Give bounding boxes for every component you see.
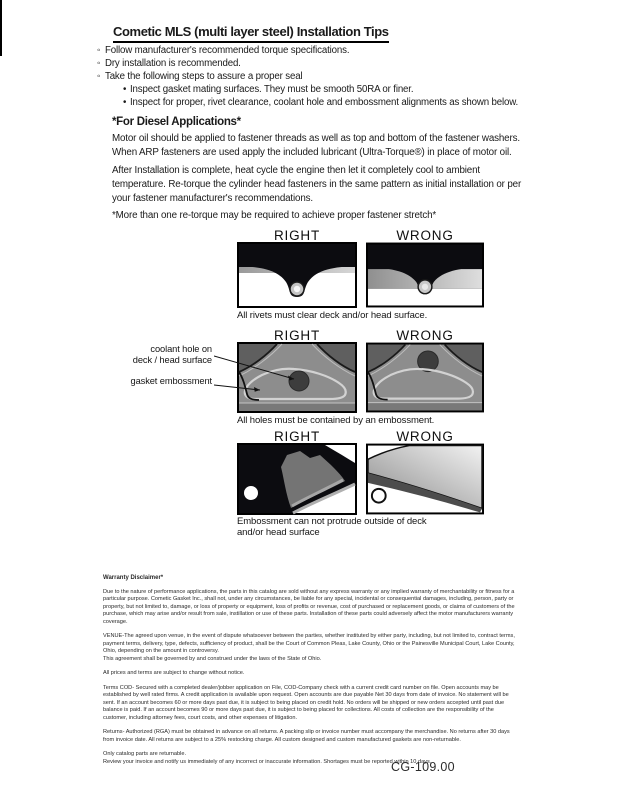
diesel-section-heading: *For Diesel Applications* [112,116,241,128]
embossment-callout-label: gasket embossment [130,376,212,386]
filled-bullet-icon: • [123,84,127,95]
filled-bullet-icon: • [123,97,127,108]
warranty-disclaimer-section [103,575,517,773]
row3-caption: Embossment can not protrude outside of deck and/or head surface [237,516,427,538]
coolant-hole-callout-label: coolant hole on deck / head surface [132,344,212,365]
page-code: CG-109.00 [391,760,455,774]
open-bullet-icon: ◦ [97,71,101,82]
row3-right-label: RIGHT [274,429,320,444]
open-bullet-icon: ◦ [97,45,101,56]
callout-leader-lines [214,346,314,403]
tip-text: Follow manufacturer's recommended torque specifications. [105,45,350,56]
rivet-wrong-diagram [366,242,484,308]
warranty-paragraph: This agreement shall be governed by and construed under the laws of the State of Ohio. [103,655,322,662]
diesel-paragraph-1: Motor oil should be applied to fastener threads as well as top and bottom of the fastener washers. When ARP fasteners are used apply the included lubricant (Ultra-Torque®) in place of motor oil. [112,133,520,158]
list-item [97,83,527,96]
warranty-paragraph: Only catalog parts are returnable. [103,751,187,757]
row1-wrong-label: WRONG [396,228,454,243]
coolant-hole-wrong-diagram [366,342,484,413]
row3-wrong-label: WRONG [396,429,454,444]
warranty-paragraph: Terms COD- Secured with a completed dealer/jobber application on File, COD-Company check with a current credit card number on file. Open accounts may be established by well rated firms. A credit application is available upon request. Open accounts are due payable Net 30 days from date of invoice. No statement will be sent. If an account becomes 60 or more days past due, it is subject to being placed on credit hold. No orders will be shipped or new orders accepted until past due balance is paid. If an account becomes 90 or more days past due, it is subject to being placed for collections. All costs of collection are the responsibility of the customer, including attorney fees, court costs, and other expenses of litigation. [103,684,509,721]
row2-right-label: RIGHT [274,328,320,343]
protrusion-wrong-diagram [366,443,484,515]
warranty-heading: Warranty Disclaimer* [103,575,164,581]
tip-text: Inspect gasket mating surfaces. They must be smooth 50RA or finer. [130,84,414,95]
protrusion-right-diagram [237,443,357,515]
warranty-paragraph: VENUE-The agreed upon venue, in the event of dispute whatsoever between the parties, whether instituted by either party, including, but not limited to, contract terms, payment terms, delivery, type, defects, sufficiency of product, shall be the Court of Common Pleas, Lake County, Ohio or the Painesville Municipal Court, Lake County, Ohio, depending on the amount in controversy. [103,633,515,654]
diesel-paragraph-2: After Installation is complete, heat cycle the engine then let it completely cool to ambient temperature. Re-torque the cylinder head fasteners in the same pattern as initial installation or per your fastener manufacturer's recommendations. [112,165,522,204]
tip-text: Take the following steps to assure a proper seal [105,71,303,82]
open-bullet-icon: ◦ [97,58,101,69]
tip-text: Dry installation is recommended. [105,58,241,69]
installation-tips-list [97,44,527,109]
list-item [97,44,527,57]
retorque-note: *More than one re-torque may be required to achieve proper fastener stretch* [112,210,437,221]
page-title: Cometic MLS (multi layer steel) Installation Tips [113,24,389,43]
tip-text: Inspect for proper, rivet clearance, coolant hole and embossment alignments as shown below. [130,97,519,108]
row1-caption: All rivets must clear deck and/or head surface. [237,310,428,321]
row2-caption: All holes must be contained by an embossment. [237,415,435,426]
list-item [97,57,527,70]
scan-edge-artifact [0,0,2,56]
row1-right-label: RIGHT [274,228,320,243]
row2-wrong-label: WRONG [396,328,454,343]
warranty-paragraph: Review your invoice and notify us immediately of any incorrect or inaccurate information. Shortages must be reported within 10 days. [103,758,432,765]
warranty-paragraph: All prices and terms are subject to change without notice. [103,670,245,676]
warranty-paragraph: Due to the nature of performance applications, the parts in this catalog are sold without any express warranty or any implied warranty of merchantability or fitness for a particular purpose. Cometic Gasket Inc., shall not, under any circumstances, be liable for any special, incidental or consequential damages, including, person, party or property, but not limited to, damage, or loss of property or equipment, loss of profits or revenue, cost of purchased or replacement goods, or claims of customers of the purchase, which may arise and/or result from sale, instillation or use of these parts. Installation of these parts could adversely affect the motor manufacturers warranty coverage. [103,588,515,625]
warranty-paragraph: Returns- Authorized (RGA) must be obtained in advance on all returns. A packing slip or invoice number must accompany the merchandise. No returns after 30 days from invoice date. All returns are subject to a 25% restocking charge. All custom designed and custom manufactured gaskets are non-returnable. [103,729,510,743]
list-item [97,96,527,109]
rivet-right-diagram [237,242,357,308]
list-item [97,70,527,83]
